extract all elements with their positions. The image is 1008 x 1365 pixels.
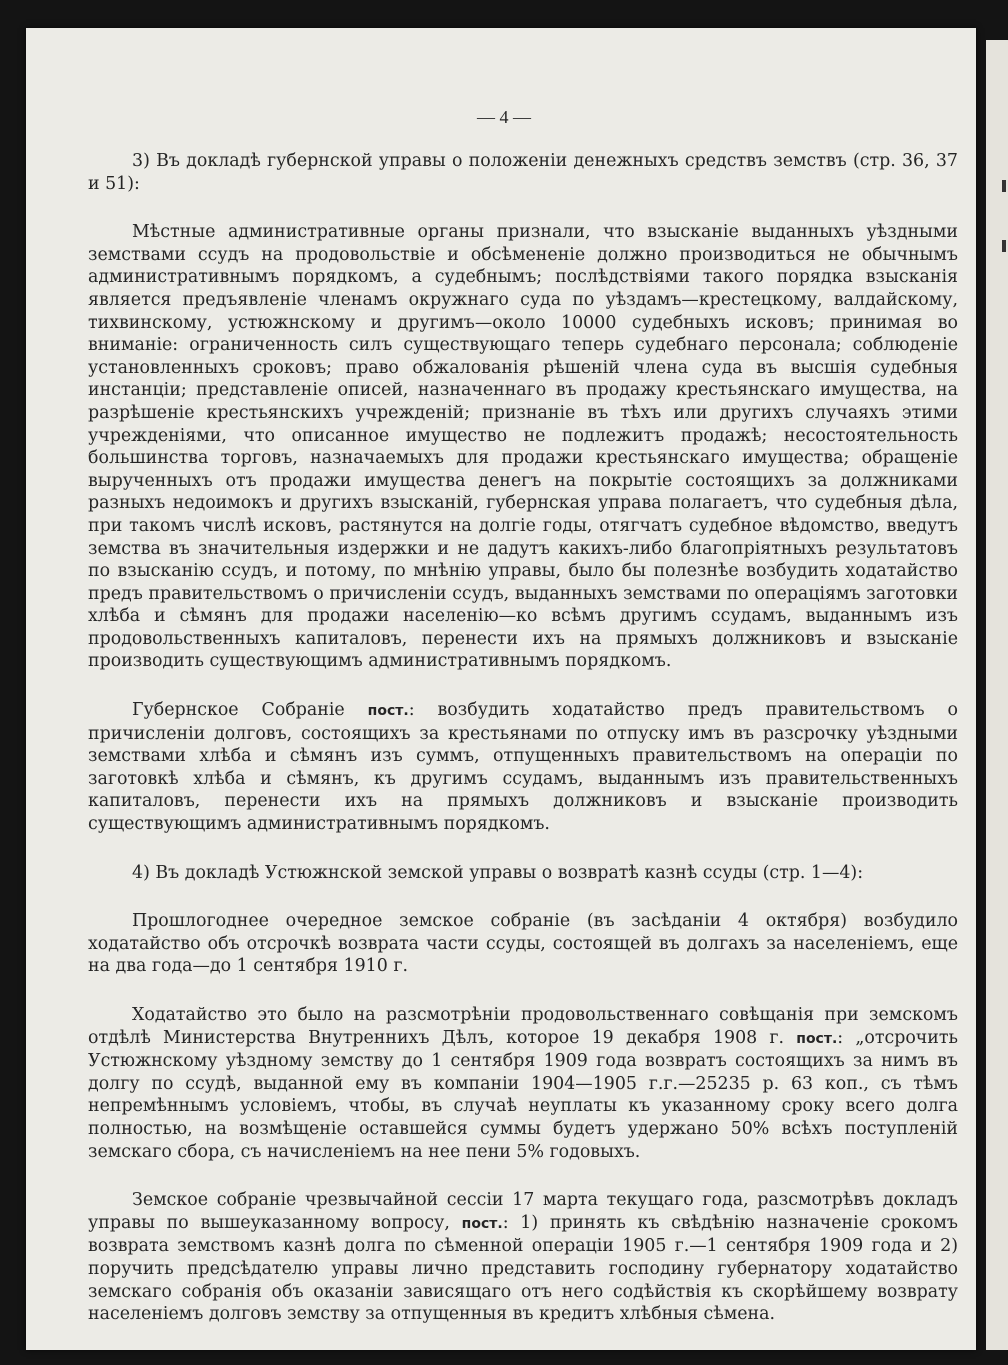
paragraph-5 [88, 1189, 958, 1326]
section-3-heading: 3) Въ докладѣ губернской управы о положеніи денежныхъ средствъ земствъ (стр. 36, 37 и 51): [88, 151, 958, 194]
abbr-post: пост. [796, 1030, 838, 1047]
paragraph-4 [88, 1004, 958, 1163]
paragraph-2-rest: : возбудить ходатайство предъ правительствомъ о причисленіи долговъ, состоящихъ за крестьянами по отпуску имъ въ разсрочку уѣздными земствами хлѣба и сѣмянъ изъ суммъ, отпущенныхъ правительствомъ на операціи по заготовкѣ хлѣба и сѣмянъ, къ другимъ ссудамъ, выданнымъ изъ правительственныхъ капиталовъ, перенести ихъ на прямыхъ должниковъ и взысканіе производить существующимъ административнымъ порядкомъ. [88, 700, 958, 835]
paragraph-2-start: Губернское Собраніе [132, 700, 368, 721]
abbr-post: пост. [461, 1215, 503, 1232]
paragraph-3: Прошлогоднее очередное земское собраніе (въ засѣданіи 4 октября) возбудило ходатайство объ отсрочкѣ возврата части ссуды, состоящей въ долгахъ за населеніемъ, еще на два года—до 1 сентября 1910 г. [88, 911, 958, 977]
paragraph-4-rest: : „отсрочить Устюжнскому уѣздному земству до 1 сентября 1909 года возвратъ состоящихъ за нимъ въ долгу по ссудѣ, выданной ему въ компаніи 1904—1905 г.г.—25235 р. 63 коп., съ тѣмъ непремѣннымъ условіемъ, чтобы, въ случаѣ неуплаты къ указанному сроку всего долга полностью, на возмѣщеніе оставшейся суммы будетъ удержано 50% всѣхъ поступленій земскаго сбора, съ начисленіемъ на нее пени 5% годовыхъ. [88, 1027, 958, 1162]
document-body [88, 150, 958, 1352]
abbr-post: пост. [367, 703, 409, 720]
edge-mark [1002, 180, 1006, 192]
edge-mark [1002, 240, 1006, 252]
page-number: — 4 — [477, 107, 531, 127]
adjacent-page-edge [986, 40, 1008, 1350]
section-4-heading: 4) Въ докладѣ Устюжнской земской управы о возвратѣ казнѣ ссуды (стр. 1—4): [132, 862, 864, 883]
paragraph-5-rest: : 1) принять къ свѣдѣнію назначеніе срокомъ возврата земствомъ казнѣ долга по сѣменной операціи 1905 г.—1 сентября 1909 года и 2) поручить предсѣдателю управы лично представить господину губернатору ходатайство земскаго собранія объ оказаніи зависящаго отъ него содѣйствія къ скорѣйшему возврату населеніемъ долговъ земству за отпущенныя въ кредитъ хлѣбныя сѣмена. [88, 1212, 958, 1325]
paragraph-2 [88, 699, 958, 836]
paragraph-1: Мѣстные административные органы признали, что взысканіе выданныхъ уѣздными земствами ссудъ на продовольствіе и обсѣмененіе должно производиться не обычнымъ административнымъ порядкомъ, а судебнымъ; послѣдствіями такого порядка взысканія является предъявленіе членамъ окружнаго суда по уѣздамъ—крестецкому, валдайскому, тихвинскому, устюжнскому и другимъ—около 10000 судебныхъ исковъ; принимая во вниманіе: ограниченность силъ существующаго теперь судебнаго персонала; соблюденіе установленныхъ сроковъ; право обжалованія рѣшеній члена суда въ высшія судебныя инстанціи; представленіе описей, назначеннаго въ продажу крестьянскаго имущества, на разрѣшеніе крестьянскихъ учрежденій; признаніе въ тѣхъ или другихъ случаяхъ этими учрежденіями, что описанное имущество не подлежитъ продажѣ; несостоятельность большинства торговъ, назначаемыхъ для продажи крестьянскаго имущества; обращеніе вырученныхъ отъ продажи имущества денегъ на покрытіе состоящихъ за должниками разныхъ недоимокъ и другихъ взысканій, губернская управа полагаетъ, что судебныя дѣла, при такомъ числѣ исковъ, растянутся на долгіе годы, отягчатъ судебное вѣдомство, введутъ земства въ значительныя издержки и не дадутъ какихъ-либо благопріятныхъ результатовъ по взысканію ссудъ, и потому, по мнѣнію управы, было бы полезнѣе возбудить ходатайство предъ правительствомъ о причисленіи ссудъ, выданныхъ земствами по операціямъ заготовки хлѣба и сѣмянъ для продажи населенію—ко всѣмъ другимъ ссудамъ, выданнымъ изъ продовольственныхъ капиталовъ, перенести ихъ на прямыхъ должниковъ и взысканіе производить существующимъ административнымъ порядкомъ. [88, 222, 958, 672]
paragraph-5-start: Земское собраніе чрезвычайной сессіи 17 марта текущаго года, разсмотрѣвъ докладъ управы по вышеуказанному вопросу, [88, 1190, 958, 1233]
paragraph-4-start: Ходатайство это было на разсмотрѣніи продовольственнаго совѣщанія при земскомъ отдѣлѣ Министерства Внутреннихъ Дѣлъ, которое 19 декабря 1908 г. [88, 1005, 958, 1048]
